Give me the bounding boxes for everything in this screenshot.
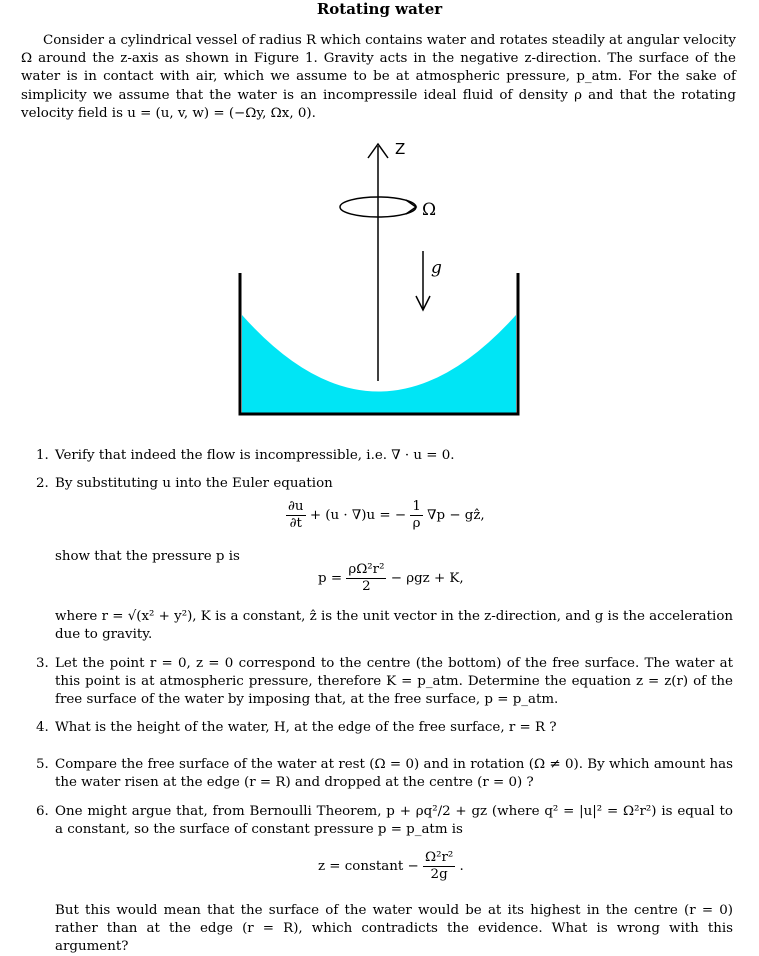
- page-title: Rotating water: [316, 0, 443, 18]
- bern-lhs: z = constant −: [318, 859, 419, 874]
- question-number: 1.: [36, 448, 49, 463]
- pressure-lhs: p =: [318, 571, 343, 586]
- question-number: 3.: [36, 656, 49, 671]
- euler-frac-den: ρ: [412, 516, 421, 531]
- z-axis-label: Z: [395, 140, 406, 158]
- bern-end: .: [459, 859, 464, 874]
- pressure-rhs: − ρgz + K,: [390, 571, 464, 586]
- question-text: where r = √(x² + y²), K is a constant, ẑ is the unit vector in the z-direction, and g is the acceleration due to gravity.: [55, 609, 734, 642]
- omega-label: Ω: [422, 200, 437, 220]
- question-text: Verify that indeed the flow is incompressible, i.e. ∇ · u = 0.: [55, 448, 455, 463]
- question-text: But this would mean that the surface of the water would be at its highest in the centre (r = 0) rather than at the edge (r = R), which contradicts the evidence. What is wrong with this argument?: [55, 903, 733, 954]
- euler-rhs: ∇p − gẑ,: [427, 508, 485, 523]
- question-text: Compare the free surface of the water at rest (Ω = 0) and in rotation (Ω ≠ 0). By which amount has the water risen at the edge (r = R) and dropped at the centre (r = 0) ?: [55, 757, 733, 790]
- euler-equation: [286, 499, 485, 532]
- question-text: Let the point r = 0, z = 0 correspond to the centre (the bottom) of the free surface. The water at this point is at atmospheric pressure, therefore K = p_atm. Determine the equation z = z(r) of the free surface of the water by imposing that, at the free surface, p = p_atm.: [55, 656, 733, 707]
- intro-paragraph: Consider a cylindrical vessel of radius R which contains water and rotates steadily at angular velocity Ω around the z-axis as shown in Figure 1. Gravity acts in the negative z-direction. The surface of the water is in contact with air, which we assume to be at atmospheric pressure, p_atm. For the sake of simplicity we assume that the water is an incompressile ideal fluid of density ρ and that the rotating velocity field is u = (u, v, w) = (−Ωy, Ωx, 0).: [21, 33, 736, 121]
- question-text: One might argue that, from Bernoulli Theorem, p + ρq²/2 + gz (where q² = |u|² = Ω²r²) is equal to a constant, so the surface of constant pressure p = p_atm is: [55, 804, 733, 837]
- pressure-frac: [346, 562, 386, 595]
- euler-mid: + (u · ∇)u = −: [309, 508, 407, 523]
- euler-lhs-den: ∂t: [289, 516, 302, 531]
- bernoulli-equation: [318, 850, 464, 883]
- bern-num: Ω²r²: [424, 850, 454, 865]
- pressure-den: 2: [362, 579, 371, 594]
- euler-frac: [410, 499, 423, 532]
- rotating-vessel-figure: [225, 138, 535, 418]
- pressure-equation: [318, 562, 464, 595]
- pressure-num: ρΩ²r²: [348, 562, 385, 577]
- figure-svg: [225, 138, 535, 418]
- euler-frac-num: 1: [412, 499, 421, 514]
- question-number: 2.: [36, 476, 49, 491]
- question-text: show that the pressure p is: [55, 549, 240, 564]
- question-number: 5.: [36, 757, 49, 772]
- question-number: 6.: [36, 804, 49, 819]
- bern-frac: [423, 850, 455, 883]
- question-text: By substituting u into the Euler equation: [55, 476, 333, 491]
- euler-lhs-num: ∂u: [288, 499, 304, 514]
- bern-den: 2g: [430, 867, 448, 882]
- question-text: What is the height of the water, H, at the edge of the free surface, r = R ?: [55, 720, 557, 735]
- question-number: 4.: [36, 720, 49, 735]
- water-region: [242, 315, 516, 413]
- euler-lhs-fraction: [286, 499, 306, 532]
- gravity-label: g: [431, 258, 442, 278]
